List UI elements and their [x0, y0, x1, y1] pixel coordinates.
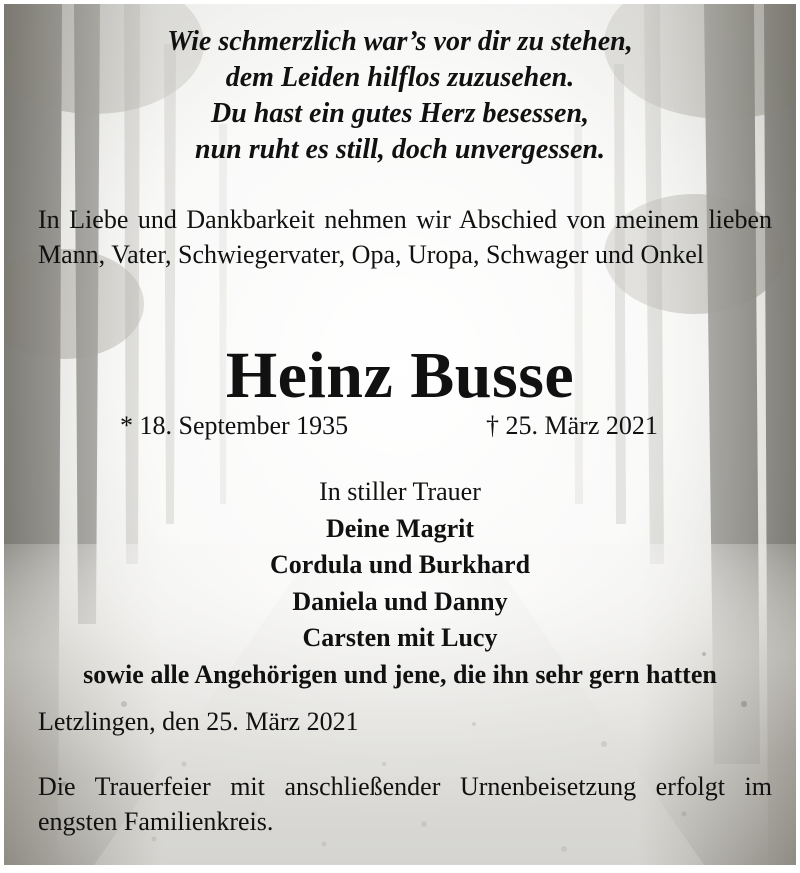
mourner-name: Carsten mit Lucy: [302, 623, 498, 652]
mourners-list: [4, 474, 796, 693]
farewell-text: In Liebe und Dankbarkeit nehmen wir Abschied von meinem lieben Mann, Vater, Schwiegervater, Opa, Uropa, Schwager und Onkel: [38, 205, 772, 269]
ceremony-note: Die Trauerfeier mit anschließender Urnenbeisetzung erfolgt im engsten Familienkreis.: [38, 772, 772, 836]
mourner-name: Daniela und Danny: [292, 586, 508, 616]
poem-line: Du hast ein gutes Herz besessen,: [210, 98, 590, 129]
death-date: † 25. März 2021: [486, 411, 658, 440]
notice-content: [4, 4, 796, 865]
poem-line: nun ruht es still, doch unvergessen.: [195, 134, 605, 165]
deceased-name: Heinz Busse: [225, 339, 575, 412]
poem-line: dem Leiden hilflos zuzusehen.: [225, 62, 575, 93]
mourner-name: sowie alle Angehörigen und jene, die ihn sehr gern hatten: [83, 659, 717, 689]
poem-line: Wie schmerzlich war’s vor dir zu stehen,: [167, 26, 633, 57]
place-and-date: Letzlingen, den 25. März 2021: [38, 707, 359, 736]
mourner-name: Deine Magrit: [325, 513, 474, 543]
mourners-heading: In stiller Trauer: [319, 477, 481, 506]
mourner-name: Cordula und Burkhard: [269, 550, 531, 579]
memorial-poem: [4, 24, 796, 168]
birth-date: * 18. September 1935: [120, 411, 349, 440]
obituary-notice: [4, 4, 796, 865]
